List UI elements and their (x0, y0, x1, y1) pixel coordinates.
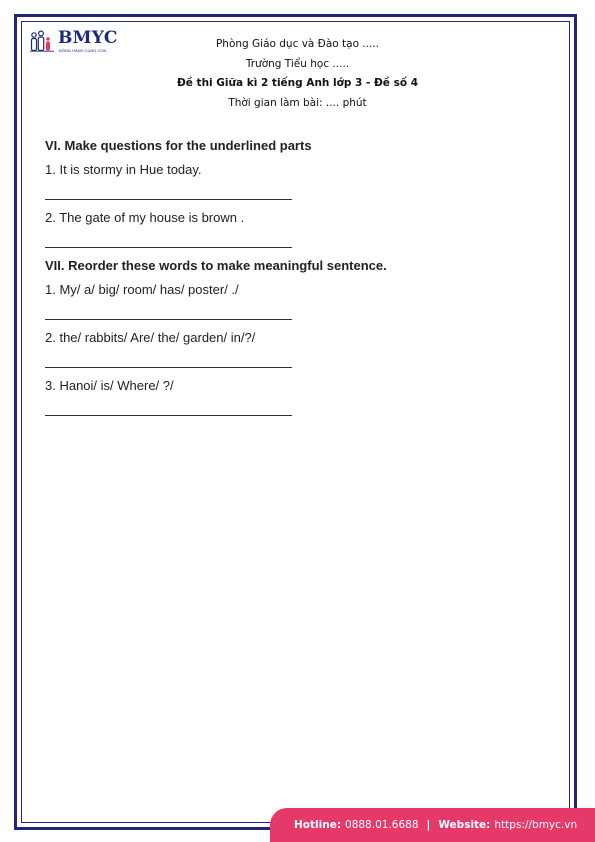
section-6-question-1: 1. It is stormy in Hue today. (45, 162, 202, 177)
section-6-title: VI. Make questions for the underlined parts (45, 138, 312, 153)
answer-line-6-2 (45, 247, 292, 248)
hotline-label: Hotline: (294, 819, 342, 831)
logo-tagline: ĐỒNG HÀNH CÙNG CON (59, 48, 107, 53)
section-7-title: VII. Reorder these words to make meaningful sentence. (45, 258, 387, 273)
department-line: Phòng Giáo dục và Đào tạo ..... (215, 38, 380, 50)
section-6-question-2: 2. The gate of my house is brown . (45, 210, 245, 225)
section-7-question-3: 3. Hanoi/ is/ Where/ ?/ (45, 378, 174, 393)
school-line: Trường Tiểu học ..... (245, 57, 350, 70)
website-link[interactable]: https://bmyc.vn (494, 819, 578, 831)
footer-contact-bar (270, 808, 595, 842)
section-7-question-2: 2. the/ rabbits/ Are/ the/ garden/ in/?/ (45, 330, 256, 345)
footer-separator: | (426, 819, 431, 831)
document-header (0, 35, 595, 113)
answer-line-7-3 (45, 415, 292, 416)
logo-wordmark: BMYC (58, 28, 118, 48)
answer-line-6-1 (45, 199, 292, 200)
exam-title: Đề thi Giữa kì 2 tiếng Anh lớp 3 - Đề số 4 (176, 77, 419, 89)
answer-line-7-1 (45, 319, 292, 320)
section-7-question-1: 1. My/ a/ big/ room/ has/ poster/ ./ (45, 282, 239, 297)
hotline-number[interactable]: 0888.01.6688 (345, 819, 419, 831)
website-label: Website: (438, 819, 491, 831)
time-line: Thời gian làm bài: .... phút (228, 96, 367, 109)
answer-line-7-2 (45, 367, 292, 368)
